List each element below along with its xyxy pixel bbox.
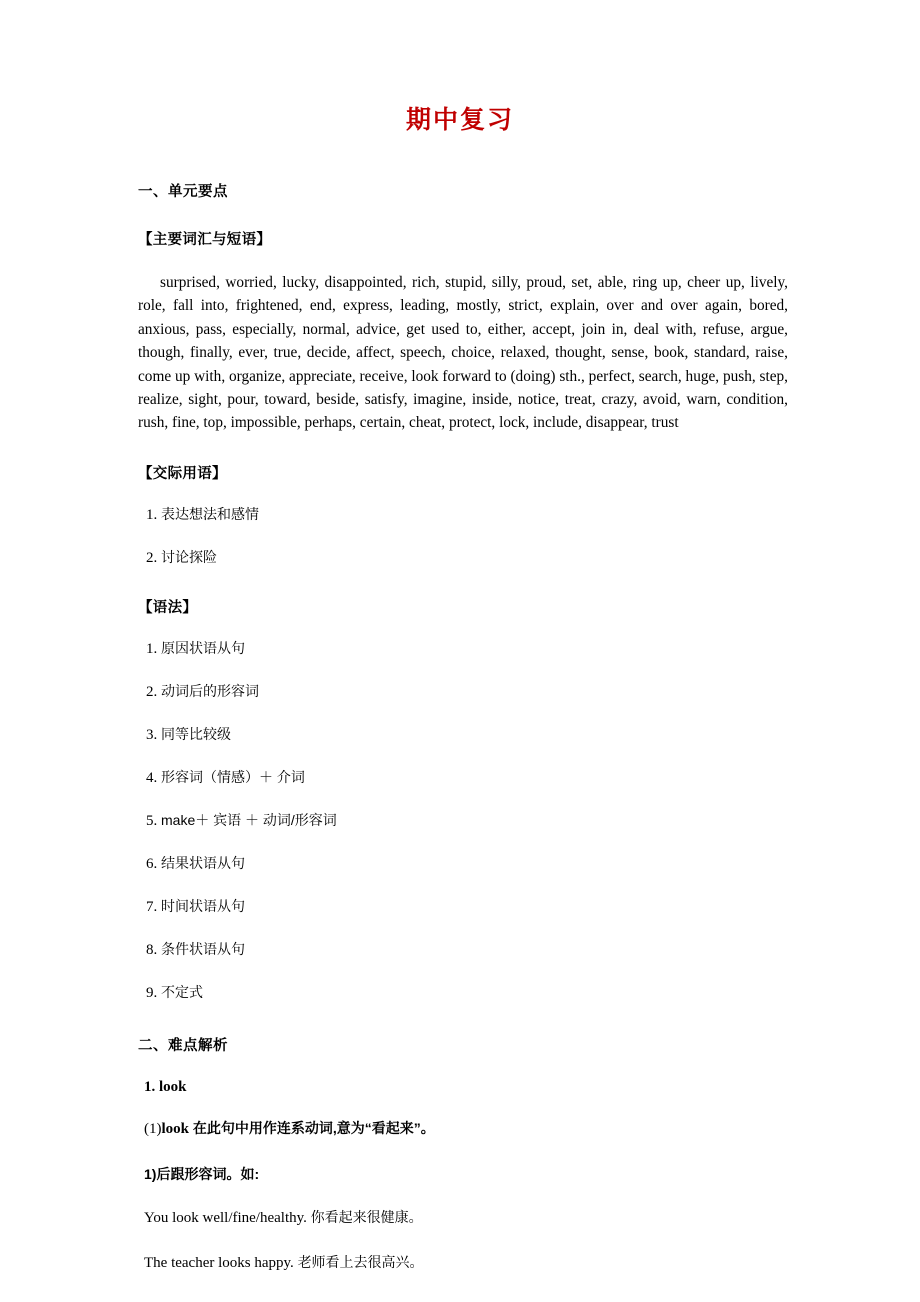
list-item [146,768,788,789]
list-item [146,505,788,526]
subsection-heading-vocabulary: 【主要词汇与短语】 [138,232,272,248]
list-item-label: make＋ 宾语 ＋ 动词/形容词 [161,811,337,828]
list-item-number: 6. [146,855,158,872]
list-item [146,854,788,875]
list-item-number: 3. [146,726,158,743]
list-item-number: 1. [146,640,158,657]
subsection-heading-grammar: 【语法】 [138,599,198,616]
list-item-label: 时间状语从句 [161,897,245,914]
list-item-number: 9. [146,984,158,1001]
point-text: 在此句中用作连系动词,意为“看起来”。 [189,1119,435,1136]
list-item-label: 不定式 [161,983,203,1000]
point-label: (1) [144,1120,162,1137]
section-heading-difficult-points: 二、难点解析 [138,1037,228,1054]
example-chinese: 老师看上去很高兴。 [297,1253,424,1270]
list-item [146,897,788,918]
list-item-label: 形容词（情感）＋ 介词 [161,768,305,785]
example-english: You look well/fine/healthy. [144,1209,307,1226]
list-item [146,811,788,832]
point-keyword: look [161,1120,190,1137]
list-item [146,983,788,1004]
list-item-label: 讨论探险 [161,548,217,565]
entry-title-look: 1. look [144,1078,187,1095]
vocabulary-list: surprised, worried, lucky, disappointed, rich, stupid, silly, proud, set, able, ring up, cheer up, lively, role, fall into, frightened, end, express, leading, mostly, strict, explain, over and over again, bored, anxious, pass, especially, normal, advice, get used to, either, accept, join in, deal with, refuse, argue, though, finally, ever, true, decide, affect, speech, choice, relaxed, thought, sense, book, standard, raise, come up with, organize, appreciate, receive, look forward to (doing) sth., perfect, search, huge, push, step, realize, sight, pour, toward, beside, satisfy, imagine, inside, notice, treat, crazy, avoid, warn, condition, rush, fine, top, impossible, perhaps, certain, cheat, protect, lock, include, disappear, trust [138,274,788,432]
list-item-number: 8. [146,941,158,958]
example-sentence [144,1208,788,1229]
list-item [146,639,788,660]
list-item [146,548,788,569]
list-item-label: 结果状语从句 [161,854,245,871]
list-item-label: 表达想法和感情 [161,505,259,522]
list-item-label: 条件状语从句 [161,940,245,957]
list-item-label: 同等比较级 [161,725,231,742]
list-item-number: 4. [146,769,158,786]
section-heading-unit-points: 一、单元要点 [138,184,228,200]
list-item-number: 7. [146,898,158,915]
example-chinese: 你看起来很健康。 [310,1208,423,1225]
example-english: The teacher looks happy. [144,1254,294,1271]
document-body [138,180,788,1274]
explanation-point-1 [144,1119,788,1140]
subsection-heading-communication: 【交际用语】 [138,465,227,482]
list-item-label: 动词后的形容词 [161,682,259,699]
example-sentence [144,1253,788,1274]
page-title: 期中复习 [405,106,514,134]
list-item-number: 2. [146,549,158,566]
explanation-point-1-1: 1)后跟形容词。如: [144,1165,260,1182]
list-item-number: 1. [146,506,158,523]
list-item [146,725,788,746]
list-item-label: 原因状语从句 [161,639,245,656]
list-item-number: 5. [146,812,158,829]
list-item [146,940,788,961]
list-item-number: 2. [146,683,158,700]
list-item [146,682,788,703]
